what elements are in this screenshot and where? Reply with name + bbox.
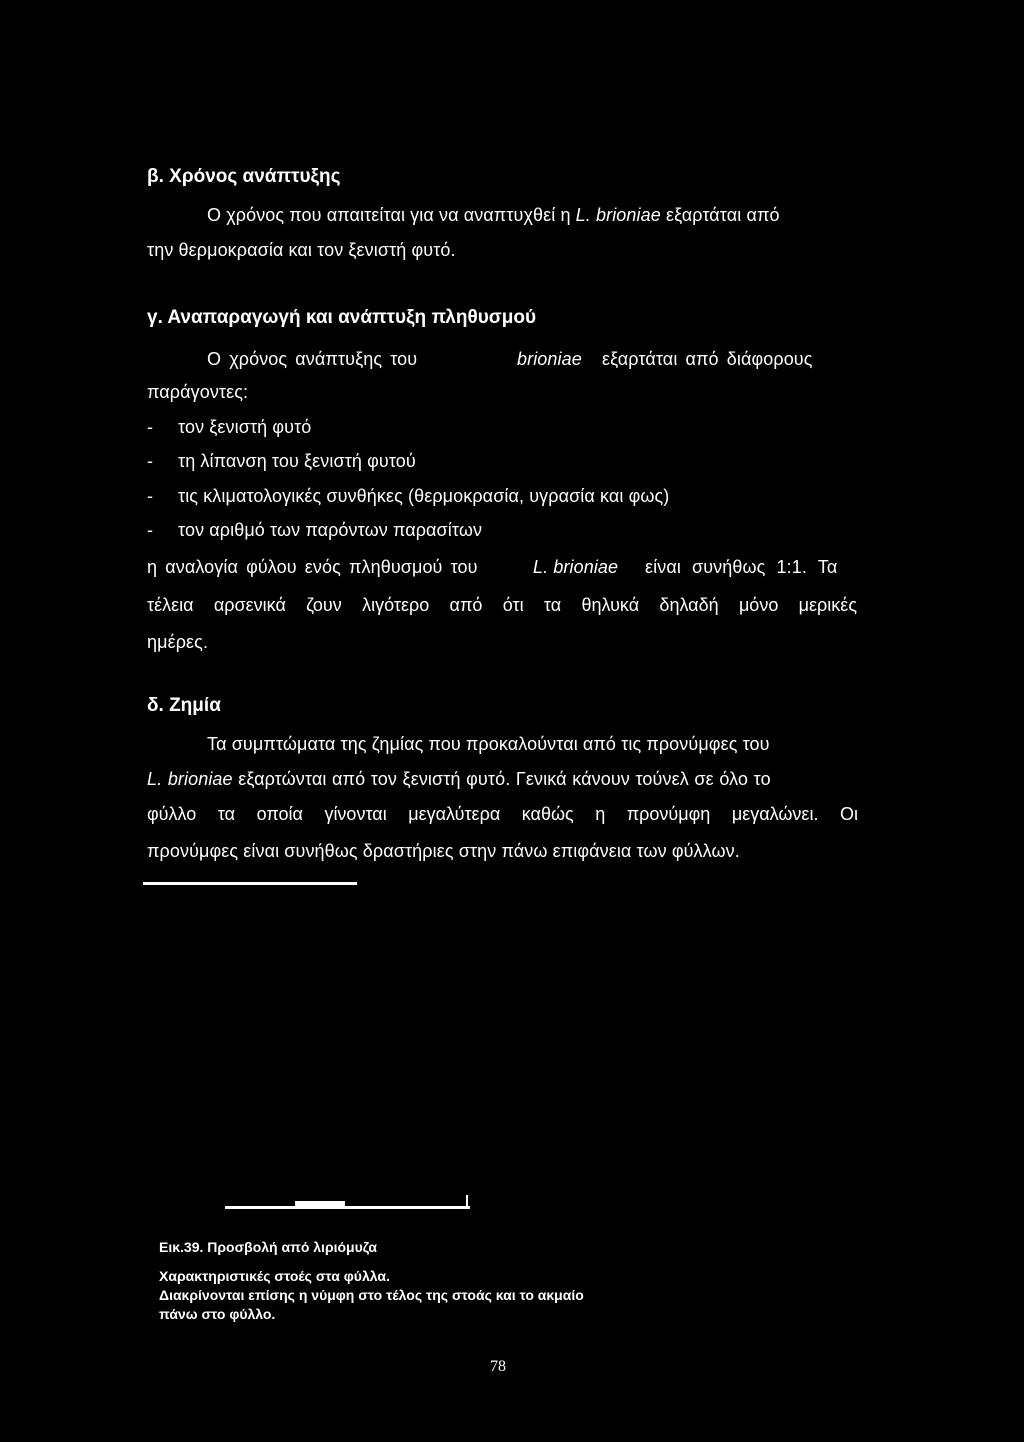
bullet-item: τις κλιματολογικές συνθήκες (θερμοκρασία, υγρασία και φως) <box>178 486 670 506</box>
figure-caption-title: Εικ.39. Προσβολή από λιριόμυζα <box>159 1239 378 1255</box>
section-b-line-1 <box>207 205 780 226</box>
section-d-heading: δ. Ζημία <box>147 695 221 716</box>
species-name: L. brioniae <box>575 205 661 225</box>
section-c-line-2: παράγοντες: <box>147 382 249 402</box>
bullet-marker: - <box>147 486 154 506</box>
section-c-para-2-line-1-end: είναι συνήθως 1:1. Τα <box>645 557 838 577</box>
section-d-line-2-rest: εξαρτώνται από τον ξενιστή φυτό. Γενικά κάνουν τούνελ σε όλο το <box>238 769 771 789</box>
section-c-para-2-line-3: ημέρες. <box>147 632 209 652</box>
section-d-line-3: φύλλο τα οποία γίνονται μεγαλύτερα καθώς η προνύμφη μεγαλώνει. Οι <box>147 804 858 824</box>
species-name: L. brioniae <box>533 557 619 577</box>
section-b-line-1-end: εξαρτάται από <box>660 205 780 225</box>
section-c-heading: γ. Αναπαραγωγή και ανάπτυξη πληθυσμού <box>147 307 537 328</box>
bullet-item: τη λίπανση του ξενιστή φυτού <box>178 451 416 471</box>
page-number: 78 <box>490 1358 506 1375</box>
section-c-para-2-line-1-species <box>533 557 618 578</box>
section-d-line-2 <box>147 769 771 790</box>
section-c-line-1-species <box>517 349 582 370</box>
section-c-line-1-start: Ο χρόνος ανάπτυξης του <box>207 349 418 369</box>
figure-top-edge-mark <box>295 1201 345 1207</box>
figure-right-edge <box>466 1195 468 1208</box>
section-c-para-2-line-2: τέλεια αρσενικά ζουν λιγότερο από ότι τα θηλυκά δηλαδή μόνο μερικές <box>147 595 857 615</box>
figure-caption-line-2: Διακρίνονται επίσης η νύμφη στο τέλος της στοάς και το ακμαίο <box>159 1287 584 1303</box>
section-b-heading: β. Χρόνος ανάπτυξης <box>147 166 341 187</box>
bullet-marker: - <box>147 520 154 540</box>
figure-top-edge <box>225 1206 470 1209</box>
bullet-item: τον αριθμό των παρόντων παρασίτων <box>178 520 483 540</box>
section-d-line-4: προνύμφες είναι συνήθως δραστήριες στην πάνω επιφάνεια των φύλλων. <box>147 841 740 861</box>
divider-line <box>143 882 357 885</box>
bullet-marker: - <box>147 451 154 471</box>
section-d-line-1: Τα συμπτώματα της ζημίας που προκαλούνται από τις προνύμφες του <box>207 734 770 754</box>
figure-image <box>225 1190 470 1210</box>
species-name: L. brioniae <box>147 769 233 789</box>
section-b-line-1-start: Ο χρόνος που απαιτείται για να αναπτυχθεί η <box>207 205 576 225</box>
bullet-item: τον ξενιστή φυτό <box>178 417 312 437</box>
section-b-line-2: την θερμοκρασία και τον ξενιστή φυτό. <box>147 240 456 260</box>
figure-caption-line-1: Χαρακτηριστικές στοές στα φύλλα. <box>159 1268 390 1284</box>
bullet-marker: - <box>147 417 154 437</box>
species-name: brioniae <box>517 349 582 369</box>
figure-caption-line-3: πάνω στο φύλλο. <box>159 1306 276 1322</box>
section-c-para-2-line-1-start: η αναλογία φύλου ενός πληθυσμού του <box>147 557 478 577</box>
section-c-line-1-end: εξαρτάται από διάφορους <box>602 349 813 369</box>
